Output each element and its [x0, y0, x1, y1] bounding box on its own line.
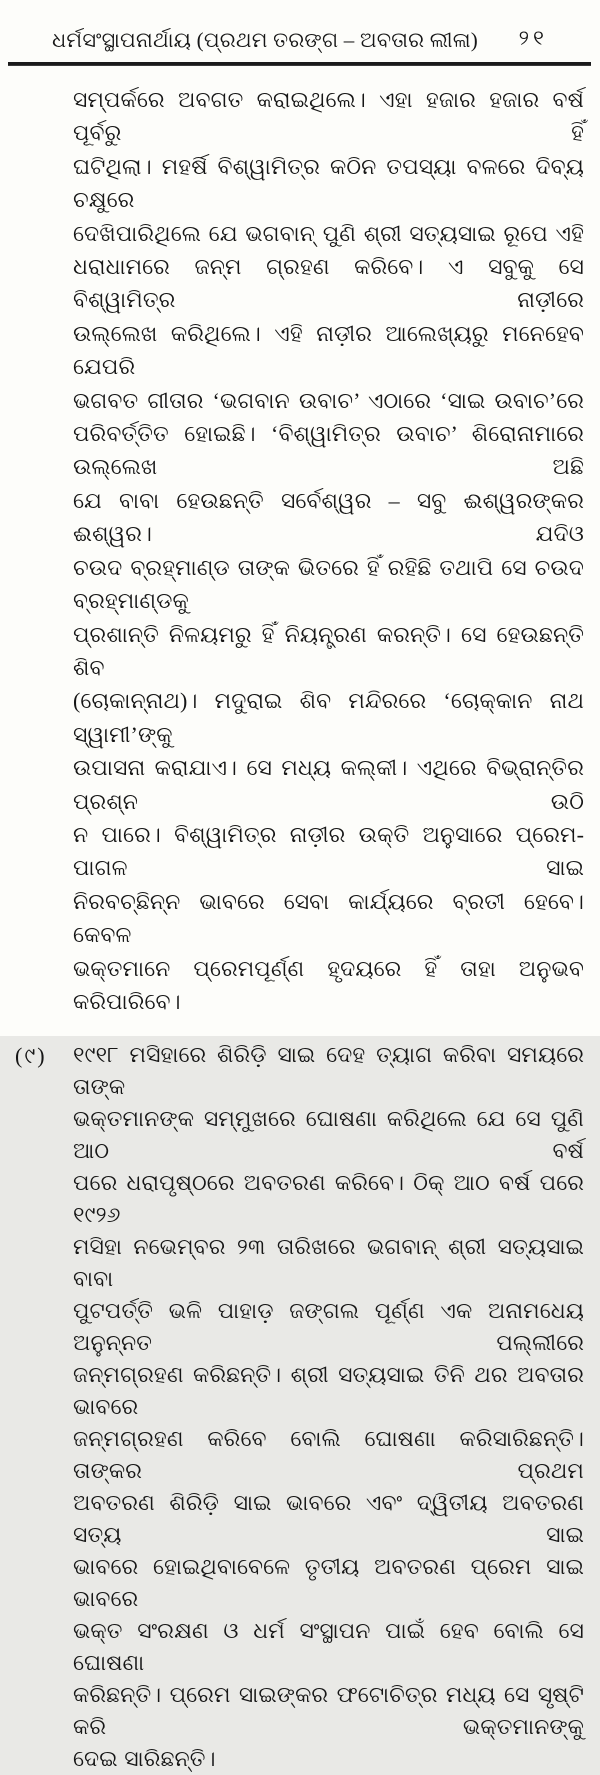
paragraph-item-9 — [15, 1039, 584, 1775]
text-line: ଅବତରଣ ଶିରିଡ଼ି ସାଇ ଭାବରେ ଏବଂ ଦ୍ୱିତୀୟ ଅବତରଣ ସତ୍ୟ ସାଇ — [73, 1490, 584, 1548]
text-line: ନିରବଚ୍ଛିନ୍ନ ଭାବରେ ସେବା କାର୍ଯ୍ୟରେ ବ୍ରତୀ ହେବେ। କେବଳ — [73, 888, 584, 948]
text-line: ପ୍ରଶାନ୍ତି ନିଳୟମରୁ ହିଁ ନିୟନ୍ତ୍ରଣ କରନ୍ତି। ସେ ହେଉଛନ୍ତି ଶିବ — [73, 621, 584, 680]
text-line: (ଚୋକାନ୍ନାଥ)। ମଦୁରାଇ ଶିବ ମନ୍ଦିରରେ ‘ଚୋକ୍କାନ ନାଥ ସ୍ୱାମୀ’ଙ୍କୁ — [73, 688, 584, 747]
text-line: ଭାବରେ ହୋଇଥିବାବେଳେ ତୃତୀୟ ଅବତରଣ ପ୍ରେମ ସାଇ ଭାବରେ — [73, 1554, 584, 1612]
text-line: ଭକ୍ତ ସଂରକ୍ଷଣ ଓ ଧର୍ମ ସଂସ୍ଥାପନ ପାଇଁ ହେବ ବୋଲି ସେ ଘୋଷଣା — [73, 1618, 584, 1676]
text-line: ପୁଟପର୍ତ୍ତି ଭଳି ପାହାଡ଼ ଜଙ୍ଗଲ ପୂର୍ଣ୍ଣ ଏକ ଅନାମଧେୟ ଅନୁନ୍ନତ ପଲ୍ଲୀରେ — [73, 1298, 584, 1356]
text-line: ମସିହା ନଭେମ୍ବର ୨୩ ତାରିଖରେ ଭଗବାନ୍ ଶ୍ରୀ ସତ୍ୟସାଇ ବାବା — [73, 1234, 584, 1292]
text-line: ଉପାସନା କରାଯାଏ। ସେ ମଧ୍ୟ କଲ୍କୀ। ଏଥିରେ ବିଭ୍ରାନ୍ତିର ପ୍ରଶ୍ନ ଉଠି — [73, 755, 584, 814]
item-number-marker: (୯) — [15, 1043, 47, 1069]
running-header — [0, 0, 600, 58]
text-line: ଭଗବତ ଗୀତାର ‘ଭଗବାନ ଉବାଚ’ ଏଠାରେ ‘ସାଇ ଉବାଚ’ରେ — [73, 387, 584, 413]
page-number: ୨୧ — [518, 26, 548, 50]
page-body — [0, 66, 600, 1775]
page-header-title: ଧର୍ମସଂସ୍ଥାପନାର୍ଥାୟ (ପ୍ରଥମ ତରଙ୍ଗ – ଅବତାର ଲୀଳା) — [52, 28, 478, 52]
text-line: ଦେଇ ସାରିଛନ୍ତି। — [73, 1746, 216, 1772]
text-line: ଭକ୍ତମାନେ ପ୍ରେମପୂର୍ଣ୍ଣ ହୃଦୟରେ ହିଁ ତାହା ଅନୁଭବ କରିପାରିବେ। — [73, 955, 584, 1014]
text-line: ଜନ୍ମଗ୍ରହଣ କରିଛନ୍ତି। ଶ୍ରୀ ସତ୍ୟସାଇ ତିନି ଥର ଅବତାର ଭାବରେ — [73, 1362, 584, 1420]
text-line: ଘଟିଥିଲା। ମହର୍ଷି ବିଶ୍ୱାମିତ୍ର କଠିନ ତପସ୍ୟା ବଳରେ ଦିବ୍ୟ ଚକ୍ଷୁରେ — [73, 153, 584, 213]
text-line: ପରେ ଧରାପୃଷ୍ଠରେ ଅବତରଣ କରିବେ। ଠିକ୍ ଆଠ ବର୍ଷ ପରେ ୧୯୨୬ — [73, 1170, 584, 1228]
paragraph-continuation — [73, 83, 584, 1018]
text-line: ଉଲ୍ଲେଖ କରିଥିଲେ। ଏହି ନାଡ଼ୀର ଆଲେଖ୍ୟରୁ ମନେହେବ ଯେପରି — [73, 320, 584, 380]
text-line: ଧରାଧାମରେ ଜନ୍ମ ଗ୍ରହଣ କରିବେ। ଏ ସବୁକୁ ସେ ବିଶ୍ୱାମିତ୍ର ନାଡ଼ୀରେ — [73, 254, 584, 313]
text-line: ୧୯୧୮ ମସିହାରେ ଶିରିଡ଼ି ସାଇ ଦେହ ତ୍ୟାଗ କରିବା ସମୟରେ ତାଙ୍କ — [73, 1042, 584, 1100]
text-line: ଜନ୍ମଗ୍ରହଣ କରିବେ ବୋଲି ଘୋଷଣା କରିସାରିଛନ୍ତି। ତାଙ୍କର ପ୍ରଥମ — [73, 1426, 584, 1484]
text-line: ଯେ ବାବା ହେଉଛନ୍ତି ସର୍ବେଶ୍ୱର – ସବୁ ଈଶ୍ୱରଙ୍କର ଈଶ୍ୱର। ଯଦିଓ — [73, 487, 584, 547]
text-line: କରିଛନ୍ତି। ପ୍ରେମ ସାଇଙ୍କର ଫଟୋଚିତ୍ର ମଧ୍ୟ ସେ ସୃଷ୍ଟି କରି ଭକ୍ତମାନଙ୍କୁ — [73, 1682, 584, 1740]
text-line: ସମ୍ପର୍କରେ ଅବଗତ କରାଇଥିଲେ। ଏହା ହଜାର ହଜାର ବର୍ଷ ପୂର୍ବରୁ ହିଁ — [73, 87, 584, 146]
text-line: ଭକ୍ତମାନଙ୍କ ସମ୍ମୁଖରେ ଘୋଷଣା କରିଥିଲେ ଯେ ସେ ପୁଣି ଆଠ ବର୍ଷ — [73, 1106, 584, 1164]
text-line: ନ ପାରେ। ବିଶ୍ୱାମିତ୍ର ନାଡ଼ୀର ଉକ୍ତି ଅନୁସାରେ ପ୍ରେମ-ପାଗଳ ସାଇ — [73, 821, 584, 881]
text-line: ଚଉଦ ବ୍ରହ୍ମାଣ୍ଡ ତାଙ୍କ ଭିତରେ ହିଁ ରହିଛି ତଥାପି ସେ ଚଉଦ ବ୍ରହ୍ମାଣ୍ଡକୁ — [73, 554, 584, 614]
text-line: ଦେଖିପାରିଥିଲେ ଯେ ଭଗବାନ୍ ପୁଣି ଶ୍ରୀ ସତ୍ୟସାଇ ରୂପେ ଏହି — [73, 220, 584, 246]
text-line: ପରିବର୍ତ୍ତିତ ହୋଇଛି। ‘ବିଶ୍ୱାମିତ୍ର ଉବାଚ’ ଶିରୋନାମାରେ ଉଲ୍ଲେଖ ଅଛି — [73, 421, 584, 480]
